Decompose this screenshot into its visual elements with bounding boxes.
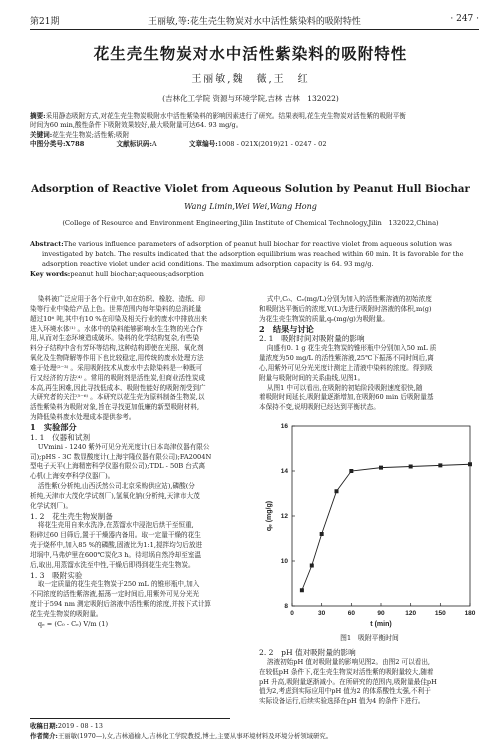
data-point — [349, 469, 353, 473]
data-point — [310, 564, 314, 568]
abstract-cn-line: 时间为60 min,酸性条件下吸附效果较好,最大吸附量可达64. 93 mg/g。 — [30, 121, 243, 130]
body-line: 型电子天平(上海精密科学仪器有限公司);TDL - 50B 台式离 — [30, 462, 206, 471]
body-line: 料分子结构中含有芳环等结构,这种结构即使在光照、氧化剂 — [30, 344, 204, 353]
footnote — [30, 721, 482, 741]
authors-cn: 王丽敏,魏 薇,王 红 — [191, 74, 310, 85]
abstract-en — [30, 239, 479, 279]
body-line: 度计于594 nm 测定吸附后溶液中活性紫的浓度,并按下式计算 — [30, 600, 212, 609]
body-line: 心,用紫外可见分光光度计测定上清液中染料的浓度。得到吸 — [259, 363, 433, 372]
body-line: 活性紫(分析纯,山西沃然公司北京采购供应站),磷酸(分 — [37, 482, 195, 491]
y-axis-label: qₑ (mg/g) — [266, 500, 273, 532]
header-rule — [30, 29, 479, 30]
body-line: 为降低染料废水处理成本提供参考。 — [30, 413, 136, 422]
body-line: 本高,再生困难,因此寻找低成本、吸附性能好的吸附剂受到广 — [30, 383, 206, 392]
body-line: 溶液初始pH 值对吸附量的影响见图2。由图2 可以看出, — [266, 657, 431, 666]
left-column — [30, 295, 242, 630]
body-line: 本保持不变,说明吸附已经达到平衡状态。 — [259, 403, 380, 412]
body-line: 心机(上海安亭科学仪器厂)。 — [30, 472, 115, 481]
y-tick-label: 14 — [280, 468, 288, 476]
body-line: 花生壳生物炭的吸附量。 — [30, 610, 103, 618]
body-line: pH 升高,吸附量逐渐减小。在所研究的范围内,吸附量最佳pH — [259, 677, 437, 686]
running-header — [30, 14, 479, 28]
section-heading: 1 实验部分 — [30, 421, 77, 432]
y-tick-label: 10 — [280, 558, 288, 566]
body-line: 超过10⁶ 吨,其中有10 %在印染及相关行业的废水中排放出来 — [30, 314, 208, 323]
keywords-en-label: Key words: — [30, 270, 71, 278]
section-heading: 2 结果与讨论 — [259, 323, 314, 334]
body-line: 取一定质量的花生壳生物炭于250 mL 的锥形瓶中,加入 — [37, 580, 200, 589]
series-line — [302, 464, 470, 590]
equation-1: qₑ = (C₀ - Cₑ) V/m (1) — [37, 619, 109, 628]
body-line: 不同浓度的活性紫溶液,振荡一定时间后,用紫外可见分光光 — [30, 590, 200, 599]
author-bio: 王丽敏(1970—),女,吉林通榆人,吉林化工学院教授,博士,主要从事环境材料及环境分析领域研究。 — [57, 732, 333, 740]
body-line: 染等行业中染给产品上色。世界范围内每年染料的总消耗量 — [30, 304, 202, 313]
doc-code-label: 文献标识码: — [116, 140, 152, 149]
abstract-en-line: investigated by batch. The results indicated that the adsorption equilibrium was reached within 60 min. It is favorable for the — [42, 250, 464, 258]
data-point — [379, 466, 383, 470]
body-line: 行又经济的方法⁽⁴⁾ 。常用的吸附剂是活性炭,但商业活性炭成 — [30, 373, 205, 382]
body-line: 用,从而对生态环境造成破坏。染料的化学结构复杂,有些染 — [30, 334, 200, 343]
body-line: 为花生壳生物炭的质量,qₑ(mg/g)为吸附量。 — [259, 314, 389, 323]
running-title: 王丽敏,等:花生壳生物炭对水中活性紫染料的吸附特性 — [148, 17, 361, 27]
authors-en: Wang Limin,Wei Wei,Wang Hong — [184, 202, 317, 211]
plot-frame — [292, 426, 470, 606]
x-tick-label: 120 — [405, 610, 417, 617]
abstract-cn — [30, 112, 479, 150]
body-line: 司);pHS - 3C 数显酸度计(上海宇隆仪器有限公司);FA2004N — [30, 452, 212, 461]
subsection-heading: 2. 1 吸附时间对吸附量的影响 — [259, 334, 365, 344]
data-point — [335, 489, 339, 493]
clc-number: 中图分类号:X788 — [30, 140, 85, 149]
figure-1 — [262, 418, 482, 630]
received-date: 2019 - 08 - 13 — [57, 722, 103, 730]
body-line: 向盛有0. 1 g 花生壳生物炭的锥形瓶中分别加入50 mL 质 — [266, 344, 437, 353]
classification-line — [30, 140, 479, 149]
keywords-en: peanut hull biochar;aqueous;adsorption — [70, 270, 204, 278]
abstract-cn-line: 采用静态吸附方式,对花生壳生物炭吸附水中活性紫染料的影响因素进行了研究。结果表明,花生壳生物炭对活性紫的吸附平衡 — [45, 112, 406, 120]
x-tick-label: 60 — [347, 610, 355, 617]
data-point — [468, 462, 472, 466]
body-line: 和吸附达平衡后的浓度,V(L)为进行吸附时溶液的体积,m(g) — [259, 304, 432, 313]
body-line: 析纯,天津市大茂化学试剂厂),氢氧化钠(分析纯,天津市大茂 — [30, 491, 200, 500]
affiliation-en: (College of Resource and Environment Engineering,Jilin Institute of Chemical Technology,Jilin 132022,China) — [62, 219, 439, 227]
article-no-label: 文章编号: — [188, 140, 218, 149]
body-line: 大研究者的关注⁽⁵⁻⁶⁾ 。本研究以花生壳为原料制备生物炭,以 — [30, 393, 205, 402]
data-point — [320, 532, 324, 536]
body-line: 后,取出,用蒸馏水洗至中性,干燥后即得到花生壳生物炭。 — [30, 560, 195, 569]
right-column-continued — [259, 648, 480, 707]
body-line: 坩埚中,马弗炉里在600℃炭化3 h。待坩埚自然冷却至室温 — [30, 550, 202, 559]
x-tick-label: 90 — [377, 610, 385, 617]
body-line: 附量与吸附时间的关系曲线,见图1。 — [259, 373, 365, 382]
body-line: 值为2,考虑到实际应用中pH 值为2 的体系酸性太强,不利于 — [259, 687, 431, 696]
doc-code: A — [151, 140, 157, 149]
abstract-en-line: adsorption reactive violet under acid conditions. The maximum adsorption capacity is 64. 93 mg/g. — [42, 260, 374, 268]
body-line: 粉碎过60 目筛后,置于干燥器内备用。取一定量干燥的花生 — [30, 531, 201, 540]
abstract-en-label: Abstract: — [30, 240, 64, 248]
subsection-heading: 1. 2 花生壳生物炭制备 — [30, 511, 113, 521]
x-tick-label: 150 — [434, 610, 446, 617]
article-number: 1008 - 021X(2019)21 - 0247 - 02 — [217, 140, 327, 149]
body-line: 在较低pH 条件下,花生壳生物炭对活性紫的吸附量较大,随着 — [259, 667, 434, 676]
affiliation-cn: (吉林化工学院 资源与环境学院,吉林 吉林 132022) — [162, 94, 339, 103]
keywords-cn: 花生壳生物炭;活性紫;吸附 — [52, 130, 130, 139]
figure-caption: 图1 吸附平衡时间 — [340, 634, 399, 642]
body-line: 进入环境水体⁽¹⁾ 。水体中的染料能够影响水生生物的光合作 — [30, 324, 203, 333]
body-line: 染料被广泛应用于各个行业中,如在纺织、橡胶、造纸、印 — [37, 295, 205, 303]
body-line: 从图1 中可以看出,在吸附的初始阶段吸附速度很快,随 — [266, 383, 423, 392]
y-tick-label: 8 — [284, 603, 288, 611]
abstract-cn-label: 摘要: — [30, 112, 46, 120]
received-label: 收稿日期: — [30, 722, 58, 730]
x-tick-label: 180 — [464, 610, 476, 617]
body-line: 着吸附时间延长,吸附量逐渐增加,在吸附60 min 后吸附量基 — [259, 393, 434, 402]
x-axis-label: t (min) — [370, 621, 392, 628]
body-line: 难于处理⁽²⁻³⁾ 。采用吸附技术从废水中去除染料是一种既可 — [30, 363, 203, 372]
keywords-cn-label: 关键词: — [30, 130, 53, 139]
title-cn: 花生壳生物炭对水中活性紫染料的吸附特性 — [93, 44, 408, 63]
body-line: 氧化及生物降解等作用下也比较稳定,用传统的废水处理方法 — [30, 354, 204, 363]
body-line: 实际设备运行,后续实验选择在pH 值为4 的条件下进行。 — [259, 697, 425, 706]
body-line: 量浓度为50 mg/L 的活性紫溶液,25℃下振荡不同时间后,离 — [259, 354, 434, 363]
adsorption-time-chart — [262, 418, 482, 630]
data-point — [409, 465, 413, 469]
data-point — [300, 588, 304, 592]
footnote-rule — [30, 718, 230, 719]
y-tick-label: 16 — [280, 423, 288, 431]
body-line: 活性紫染料为吸附对象,旨在寻找更加低廉的新型吸附材料, — [30, 403, 200, 412]
body-line: UVmini - 1240 紫外可见分光光度计(日本岛津仪器有限公 — [37, 442, 210, 451]
subsection-heading: 2. 2 pH 值对吸附量的影响 — [259, 648, 356, 657]
subsection-heading: 1. 3 吸附实验 — [30, 570, 83, 580]
body-line: 将花生壳用自来水洗净,在蒸馏水中浸泡后烘干至恒重, — [37, 521, 194, 530]
body-line: 壳于烧杯中,加入85 %的磷酸,固液比为1:1,搅拌均匀后放进 — [30, 541, 203, 550]
subsection-heading: 1. 1 仪器和试剂 — [30, 432, 91, 442]
x-tick-label: 30 — [318, 610, 326, 617]
author-bio-label: 作者简介: — [30, 732, 58, 740]
right-column — [259, 295, 480, 413]
page-number: · 247 · — [450, 14, 479, 24]
title-en: Adsorption of Reactive Violet from Aqueous Solution by Peanut Hull Biochar — [31, 183, 470, 195]
x-tick-label: 0 — [290, 610, 294, 617]
body-line: 化学试剂厂)。 — [30, 501, 73, 510]
issue-number: 第21期 — [30, 17, 60, 27]
abstract-en-line: The various influence parameters of adsorption of peanut hull biochar for reactive violet from aqueous solution was — [63, 240, 452, 248]
body-line: 式中,C₀、Cₑ(mg/L)分别为加入的活性紫溶液的初始浓度 — [266, 295, 432, 303]
y-tick-label: 12 — [280, 513, 288, 521]
data-point — [438, 463, 442, 467]
